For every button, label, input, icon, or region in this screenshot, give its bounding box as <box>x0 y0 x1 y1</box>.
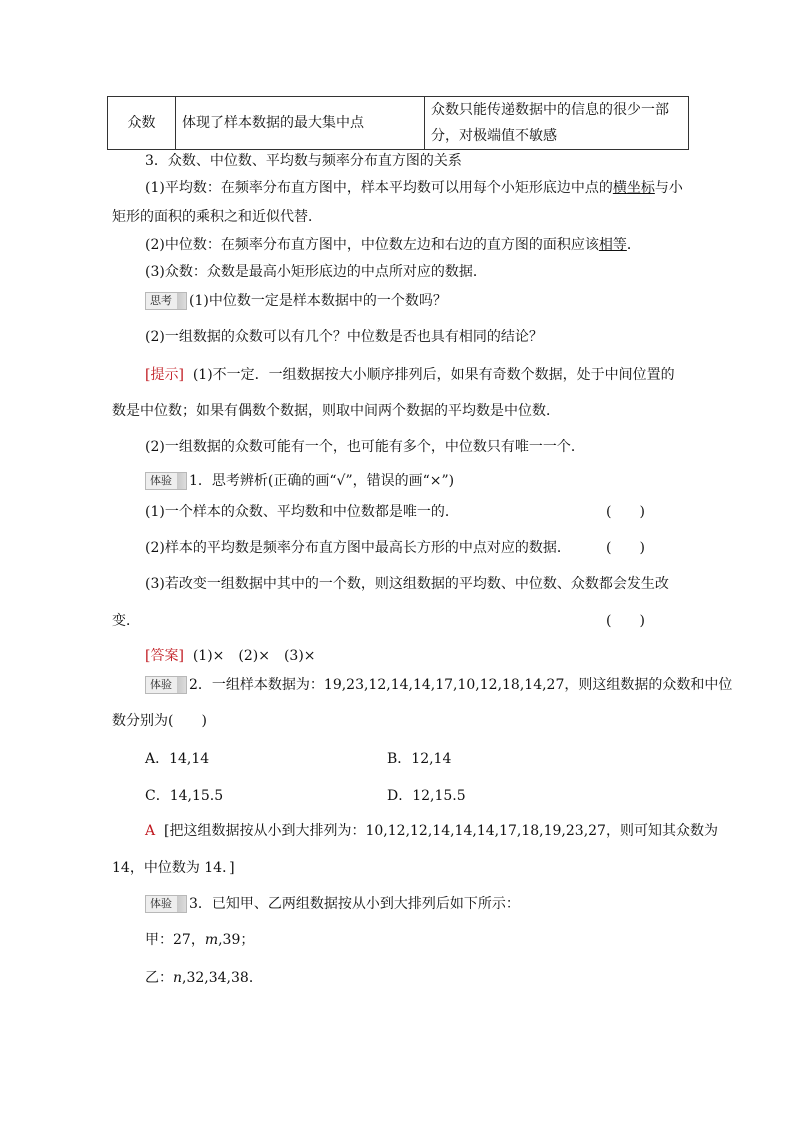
exp1-title: 体验 1．思考辨析(正确的画“√”，错误的画“×”) <box>145 471 454 491</box>
hint-line-3: (2)一组数据的众数可能有一个，也可能有多个，中位数只有唯一一个． <box>145 439 585 455</box>
drawback-line-2: 分，对极端值不敏感 <box>431 128 557 144</box>
answer-letter: A <box>145 823 156 839</box>
experience-tag: 体验 <box>145 676 187 694</box>
option-a: A．14,14 <box>145 751 210 767</box>
section3-p2: (2)中位数：在频率分布直方图中，中位数左边和右边的直方图的面积应该相等． <box>145 237 641 253</box>
option-b: B．12,14 <box>387 751 452 767</box>
think-question-2: (2)一组数据的众数可以有几个？中位数是否也具有相同的结论？ <box>145 329 543 345</box>
answer-blank: ( ) <box>606 613 645 629</box>
hint-line-1: [提示] (1)不一定．一组数据按大小顺序排列后，如果有奇数个数据，处于中间位置的 <box>145 367 675 383</box>
underlined-term-equal: 相等 <box>598 237 627 253</box>
variable-n: n <box>173 970 183 986</box>
statistics-comparison-table <box>107 96 689 150</box>
section3-p1-line2: 矩形的面积的乘积之和近似代替． <box>112 209 322 225</box>
experience-tag: 体验 <box>145 895 187 913</box>
think-tag: 思考 <box>145 292 187 310</box>
experience-tag: 体验 <box>145 472 187 490</box>
exp3-group-yi: 乙：n,32,34,38． <box>145 970 263 986</box>
exp2-question-line1: 体验 2．一组样本数据为：19,23,12,14,14,17,10,12,18,14,27，则这组数据的众数和中位 <box>145 675 732 695</box>
option-c: C．14,15.5 <box>145 788 224 804</box>
section3-heading: 3．众数、中位数、平均数与频率分布直方图的关系 <box>145 153 462 169</box>
table-cell-feature: 体现了样本数据的最大集中点 <box>176 97 425 150</box>
section3-p3: (3)众数：众数是最高小矩形底边的中点所对应的数据． <box>145 264 487 280</box>
exp1-statement-1: (1)一个样本的众数、平均数和中位数都是唯一的． <box>145 504 459 520</box>
table-row <box>108 97 689 150</box>
think-question-1: 思考 (1)中位数一定是样本数据中的一个数吗？ <box>145 291 447 311</box>
table-cell-term: 众数 <box>108 97 176 150</box>
exp3-question: 体验 3．已知甲、乙两组数据按从小到大排列后如下所示： <box>145 894 520 914</box>
answer-blank: ( ) <box>606 504 645 520</box>
variable-m: m <box>204 932 219 948</box>
answer-label: [答案] <box>145 648 184 664</box>
exp2-answer-line2: 14，中位数为 14．] <box>112 860 235 876</box>
exp1-statement-3-line2: 变． <box>112 613 140 629</box>
hint-line-2: 数是中位数；如果有偶数个数据，则取中间两个数据的平均数是中位数． <box>112 403 560 419</box>
drawback-line-1: 众数只能传递数据中的信息的很少一部 <box>431 102 669 118</box>
table-cell-drawback <box>425 97 689 150</box>
underlined-term-x-coordinate: 横坐标 <box>612 180 655 196</box>
hint-label: [提示] <box>145 367 184 383</box>
exp1-statement-2: (2)样本的平均数是频率分布直方图中最高长方形的中点对应的数据． <box>145 540 571 556</box>
option-d: D．12,15.5 <box>387 788 466 804</box>
exp2-answer-line1: A [把这组数据按从小到大排列为：10,12,12,14,14,14,17,18,19,23,27，则可知其众数为 <box>145 823 718 839</box>
exp1-statement-3-line1: (3)若改变一组数据中其中的一个数，则这组数据的平均数、中位数、众数都会发生改 <box>145 576 669 592</box>
exp1-answer: [答案] (1)× (2)× (3)× <box>145 648 316 664</box>
exp2-question-line2: 数分别为( ) <box>112 713 207 729</box>
answer-blank: ( ) <box>606 540 645 556</box>
exp3-group-jia: 甲：27，m,39； <box>145 932 255 948</box>
section3-p1-line1: (1)平均数：在频率分布直方图中，样本平均数可以用每个小矩形底边中点的横坐标与小 <box>145 180 683 196</box>
